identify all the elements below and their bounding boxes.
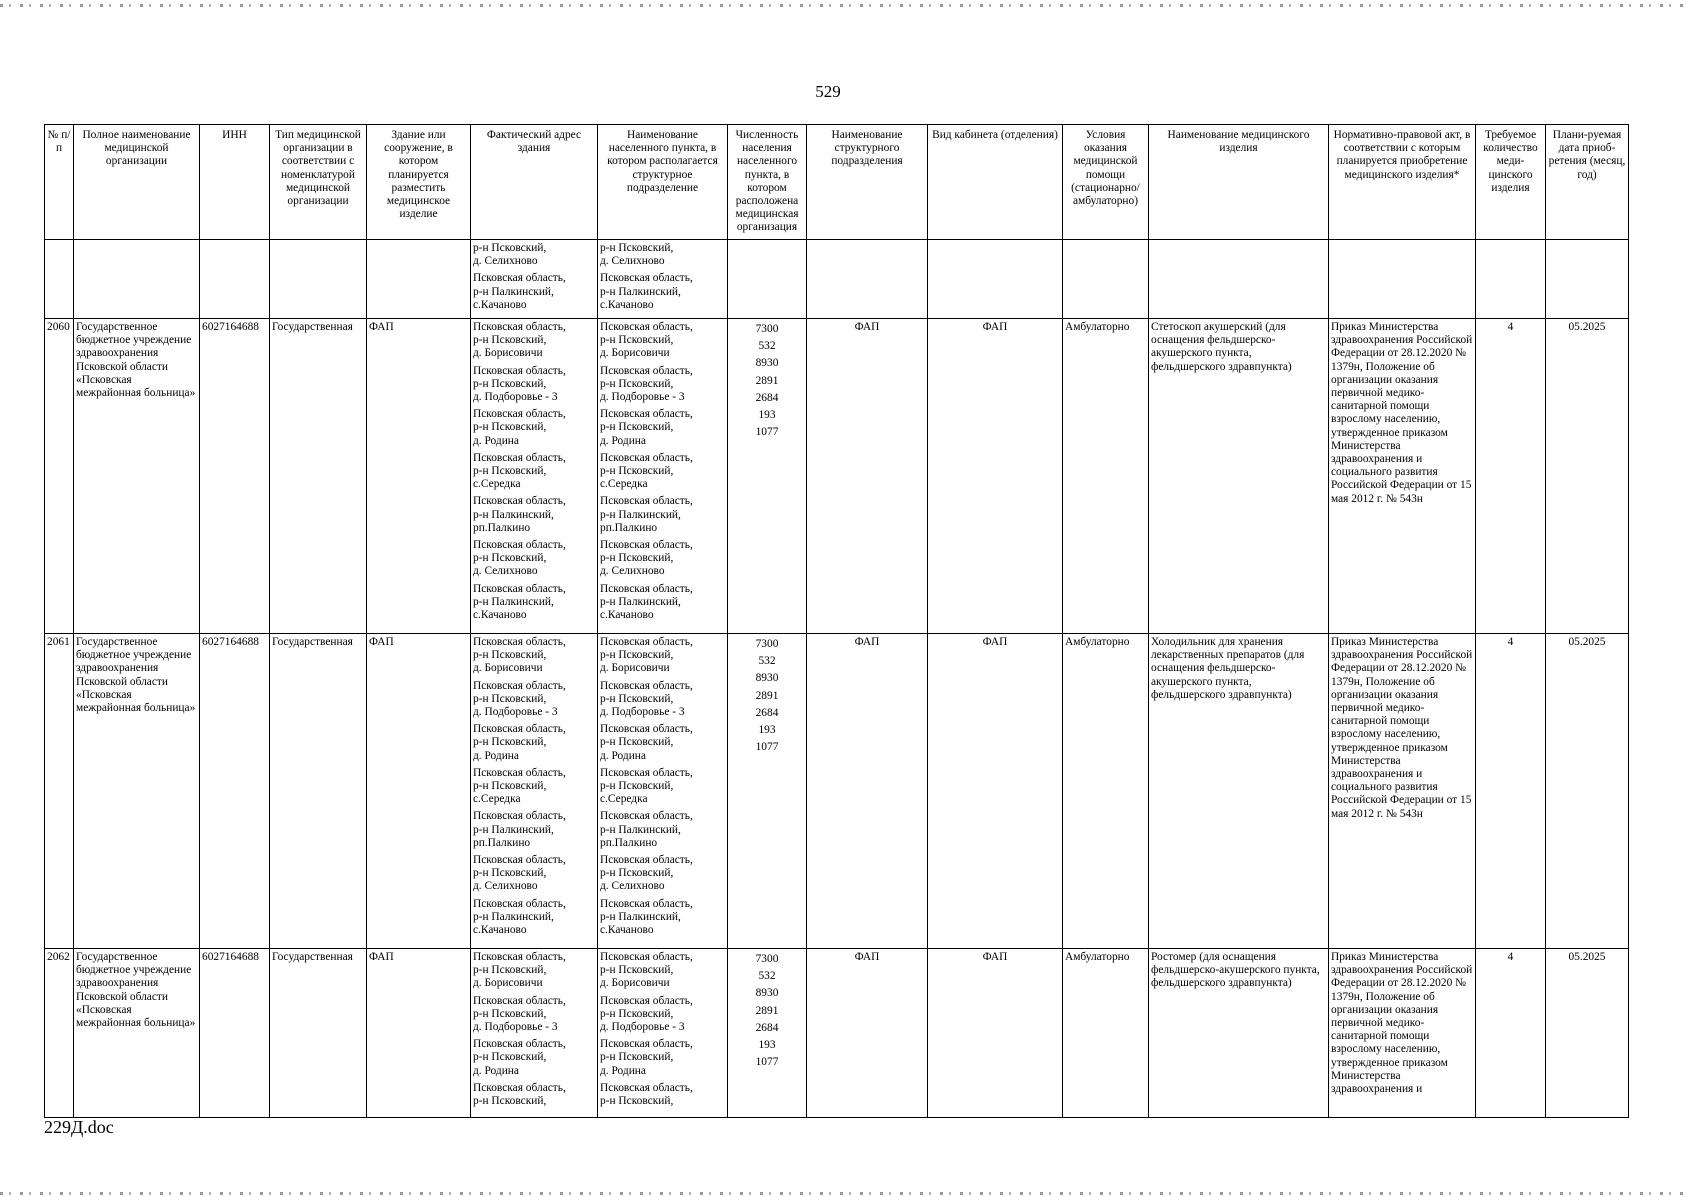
cell-subdivision: ФАП (807, 319, 928, 634)
cell-address (471, 634, 598, 949)
settlement-block: Псковская область, р-н Псковский, с.Середка (600, 766, 693, 806)
address-block: Псковская область, р-н Палкинский, с.Качаново (473, 582, 566, 622)
cell-date: 05.2025 (1546, 949, 1629, 1118)
header-building: Здание или сооружение, в котором планируется разместить медицинское изделие (367, 125, 471, 240)
table-row-continued (45, 240, 1629, 319)
cell-org-type: Государственная (270, 949, 367, 1118)
cell-settlement (598, 319, 728, 634)
cell-inn: 6027164688 (200, 634, 270, 949)
settlement-block: Псковская область, р-н Псковский, д. Борисовичи (600, 321, 693, 360)
cell-subdivision: ФАП (807, 634, 928, 949)
cell-org-name: Государственное бюджетное учреждение здравоохранения Псковской области «Псковская межрайонная больница» (74, 319, 200, 634)
settlement-block: Псковская область, р-н Псковский, д. Подборовье - 3 (600, 364, 693, 404)
header-org-name: Полное наименование медицинской организации (74, 125, 200, 240)
cell-date: 05.2025 (1546, 634, 1629, 949)
cell-inn: 6027164688 (200, 319, 270, 634)
cell-address (471, 949, 598, 1118)
cell-cabinet: ФАП (928, 949, 1063, 1118)
header-device: Наименование медицинского изделия (1149, 125, 1329, 240)
settlement-block: Псковская область, р-н Псковский, д. Подборовье - 3 (600, 679, 693, 719)
header-date: Плани-руемая дата приоб-ретения (месяц, год) (1546, 125, 1629, 240)
header-legal-act: Нормативно-правовой акт, в соответствии с которым планируется приобретение медицинского изделия* (1329, 125, 1476, 240)
settlement-block: Псковская область, р-н Палкинский, рп.Палкино (600, 810, 693, 849)
address-block: р-н Псковский, д. Селихново (473, 242, 547, 268)
header-num: № п/п (45, 125, 74, 240)
address-block: Псковская область, р-н Псковский, с.Середка (473, 451, 566, 491)
cell-cabinet: ФАП (928, 319, 1063, 634)
footer-filename: 229Д.doc (44, 1117, 114, 1137)
address-block: Псковская область, р-н Псковский, д. Борисовичи (473, 321, 566, 360)
table-row (45, 634, 1629, 949)
cell-settlement (598, 240, 728, 319)
cell-population: 7300 532 8930 2891 2684 193 1077 (728, 949, 807, 1118)
settlement-block: Псковская область, р-н Псковский, (600, 1081, 693, 1108)
cell-device: Стетоскоп акушерский (для оснащения фельдшерско-акушерского пункта, фельдшерского здравпункта) (1149, 319, 1329, 634)
equipment-table (44, 124, 1629, 1118)
header-address: Фактический адрес здания (471, 125, 598, 240)
table-row (45, 319, 1629, 634)
header-org-type: Тип медицинской организации в соответствии с номенклатурой медицинской организации (270, 125, 367, 240)
address-block: Псковская область, р-н Псковский, д. Родина (473, 408, 566, 447)
settlement-block: Псковская область, р-н Палкинский, с.Качаново (600, 272, 693, 311)
cell-settlement (598, 634, 728, 949)
header-quantity: Требуемое количество меди-цинского изделия (1476, 125, 1546, 240)
address-block: Псковская область, р-н Палкинский, с.Качаново (473, 272, 566, 311)
table-header-row (45, 125, 1629, 240)
cell-quantity: 4 (1476, 949, 1546, 1118)
address-block: Псковская область, р-н Палкинский, рп.Палкино (473, 495, 566, 534)
settlement-block: Псковская область, р-н Псковский, д. Подборовье - 3 (600, 994, 693, 1034)
cell-conditions: Амбулаторно (1063, 949, 1149, 1118)
cell-num: 2061 (45, 634, 74, 949)
page-number: 529 (815, 82, 841, 101)
cell-address (471, 319, 598, 634)
cell-population: 7300 532 8930 2891 2684 193 1077 (728, 319, 807, 634)
header-cabinet: Вид кабинета (отделения) (928, 125, 1063, 240)
cell-device: Холодильник для хранения лекарственных препаратов (для оснащения фельдшерско-акушерского пункта, фельдшерского здравпункта) (1149, 634, 1329, 949)
cell-org-name: Государственное бюджетное учреждение здравоохранения Псковской области «Псковская межрайонная больница» (74, 634, 200, 949)
settlement-block: Псковская область, р-н Палкинский, рп.Палкино (600, 495, 693, 534)
header-conditions: Условия оказания медицинской помощи (стационарно/амбулаторно) (1063, 125, 1149, 240)
scan-top-edge (0, 4, 1686, 7)
cell-org-type: Государственная (270, 319, 367, 634)
address-block: Псковская область, р-н Псковский, д. Родина (473, 723, 566, 762)
settlement-block: Псковская область, р-н Псковский, д. Селихново (600, 854, 693, 893)
address-block: Псковская область, р-н Псковский, с.Середка (473, 766, 566, 806)
settlement-block: Псковская область, р-н Палкинский, с.Качаново (600, 582, 693, 622)
cell-population: 7300 532 8930 2891 2684 193 1077 (728, 634, 807, 949)
address-block: Псковская область, р-н Псковский, д. Селихново (473, 854, 566, 893)
cell-address (471, 240, 598, 319)
address-block: Псковская область, р-н Псковский, д. Борисовичи (473, 951, 566, 990)
address-block: Псковская область, р-н Псковский, д. Селихново (473, 539, 566, 578)
settlement-block: Псковская область, р-н Псковский, д. Родина (600, 408, 693, 447)
cell-legal-act: Приказ Министерства здравоохранения Российской Федерации от 28.12.2020 № 1379н, Положение об организации оказания первичной медико-санитарной помощи взрослому населению, утвержденное приказом Министерства здравоохранения и (1329, 949, 1476, 1118)
address-block: Псковская область, р-н Псковский, д. Подборовье - 3 (473, 364, 566, 404)
cell-settlement (598, 949, 728, 1118)
address-block: Псковская область, р-н Псковский, (473, 1081, 566, 1108)
cell-conditions: Амбулаторно (1063, 319, 1149, 634)
address-block: Псковская область, р-н Палкинский, с.Качаново (473, 897, 566, 937)
cell-num: 2062 (45, 949, 74, 1118)
settlement-block: Псковская область, р-н Псковский, д. Родина (600, 1038, 693, 1077)
cell-date: 05.2025 (1546, 319, 1629, 634)
header-subdivision: Наименование структурного подразделения (807, 125, 928, 240)
settlement-block: Псковская область, р-н Псковский, д. Борисовичи (600, 951, 693, 990)
cell-org-type: Государственная (270, 634, 367, 949)
address-block: Псковская область, р-н Псковский, д. Родина (473, 1038, 566, 1077)
cell-subdivision: ФАП (807, 949, 928, 1118)
cell-num: 2060 (45, 319, 74, 634)
cell-building: ФАП (367, 319, 471, 634)
table-row (45, 949, 1629, 1118)
header-settlement: Наименование населенного пункта, в котором располагается структурное подразделение (598, 125, 728, 240)
cell-conditions: Амбулаторно (1063, 634, 1149, 949)
cell-building: ФАП (367, 949, 471, 1118)
cell-legal-act: Приказ Министерства здравоохранения Российской Федерации от 28.12.2020 № 1379н, Положение об организации оказания первичной медико-санитарной помощи взрослому населению, утвержденное приказом Министерства здравоохранения и социального развития Российской Федерации от 15 мая 2012 г. № 543н (1329, 634, 1476, 949)
settlement-block: Псковская область, р-н Псковский, д. Борисовичи (600, 636, 693, 675)
settlement-block: Псковская область, р-н Псковский, д. Селихново (600, 539, 693, 578)
cell-cabinet: ФАП (928, 634, 1063, 949)
settlement-block: Псковская область, р-н Палкинский, с.Качаново (600, 897, 693, 937)
address-block: Псковская область, р-н Псковский, д. Борисовичи (473, 636, 566, 675)
cell-quantity: 4 (1476, 319, 1546, 634)
address-block: Псковская область, р-н Псковский, д. Подборовье - 3 (473, 679, 566, 719)
header-inn: ИНН (200, 125, 270, 240)
cell-legal-act: Приказ Министерства здравоохранения Российской Федерации от 28.12.2020 № 1379н, Положение об организации оказания первичной медико-санитарной помощи взрослому населению, утвержденное приказом Министерства здравоохранения и социального развития Российской Федерации от 15 мая 2012 г. № 543н (1329, 319, 1476, 634)
cell-inn: 6027164688 (200, 949, 270, 1118)
cell-device: Ростомер (для оснащения фельдшерско-акушерского пункта, фельдшерского здравпункта) (1149, 949, 1329, 1118)
cell-building: ФАП (367, 634, 471, 949)
settlement-block: Псковская область, р-н Псковский, с.Середка (600, 451, 693, 491)
address-block: Псковская область, р-н Палкинский, рп.Палкино (473, 810, 566, 849)
header-population: Численность населения населенного пункта, в котором расположена медицинская организация (728, 125, 807, 240)
cell-org-name: Государственное бюджетное учреждение здравоохранения Псковской области «Псковская межрайонная больница» (74, 949, 200, 1118)
settlement-block: р-н Псковский, д. Селихново (600, 242, 674, 268)
settlement-block: Псковская область, р-н Псковский, д. Родина (600, 723, 693, 762)
cell-quantity: 4 (1476, 634, 1546, 949)
address-block: Псковская область, р-н Псковский, д. Подборовье - 3 (473, 994, 566, 1034)
scan-bottom-edge (0, 1192, 1686, 1195)
